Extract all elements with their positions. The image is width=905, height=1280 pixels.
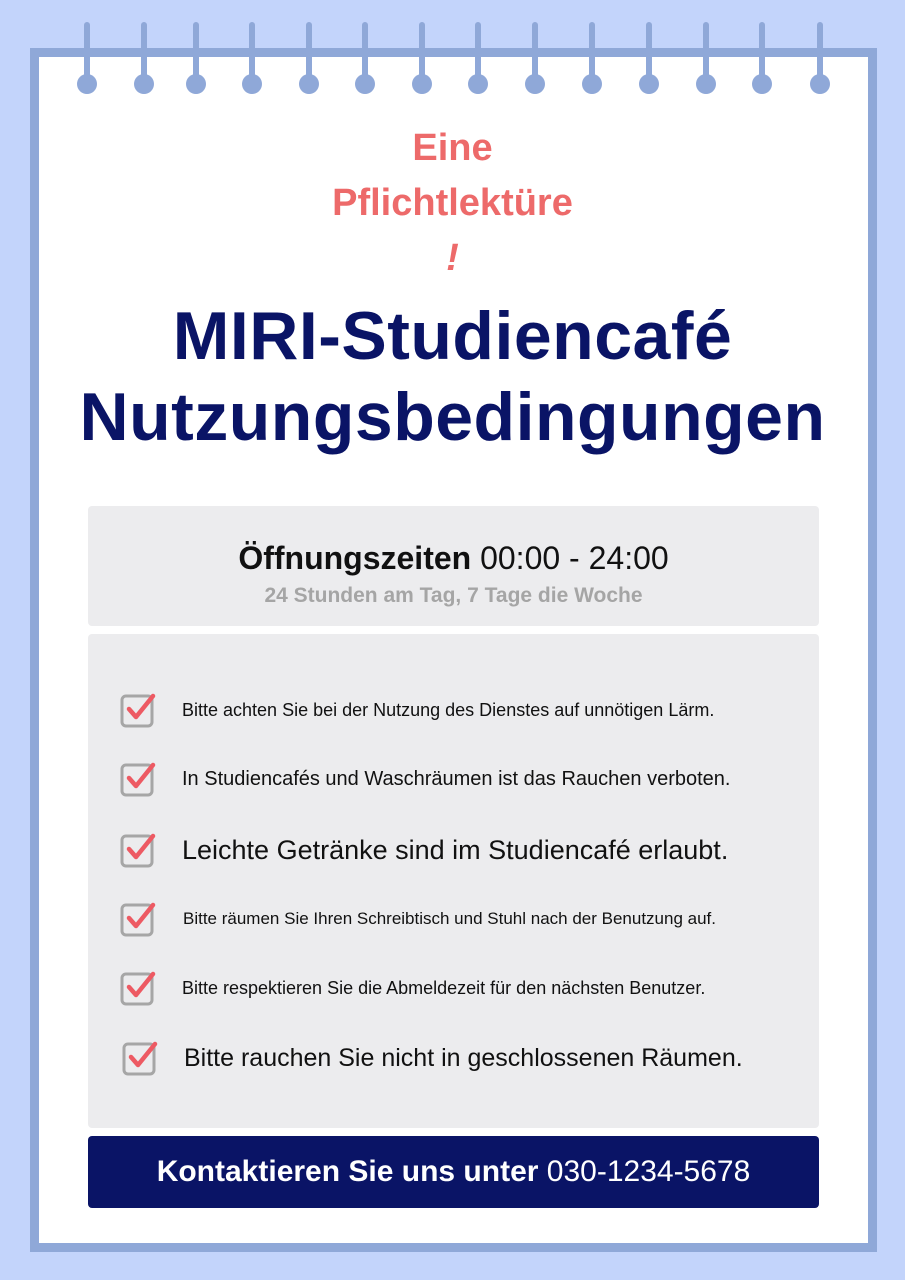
rule-text: Leichte Getränke sind im Studiencafé erlaubt. — [182, 835, 729, 865]
spiral-ring-icon — [77, 22, 97, 96]
spiral-ring-icon — [696, 22, 716, 96]
eyebrow-line-2: Pflichtlektüre — [332, 182, 573, 224]
checkbox-checked-icon — [120, 901, 156, 937]
contact-label: Kontaktieren Sie uns unter — [156, 1155, 539, 1188]
spiral-ring-icon — [242, 22, 262, 96]
rule-text: In Studiencafés und Waschräumen ist das Rauchen verboten. — [182, 768, 731, 790]
spiral-ring-icon — [810, 22, 830, 96]
spiral-binding — [0, 0, 905, 100]
rule-text: Bitte räumen Sie Ihren Schreibtisch und Stuhl nach der Benutzung auf. — [183, 909, 716, 928]
rule-text: Bitte respektieren Sie die Abmeldezeit für den nächsten Benutzer. — [182, 978, 706, 998]
spiral-ring-icon — [639, 22, 659, 96]
exclamation-mark: ! — [446, 237, 459, 279]
checkbox-checked-icon — [120, 761, 156, 797]
rule-text: Bitte rauchen Sie nicht in geschlossenen Räumen. — [184, 1044, 743, 1072]
spiral-ring-icon — [525, 22, 545, 96]
rules-list — [88, 634, 819, 1128]
spiral-ring-icon — [355, 22, 375, 96]
opening-hours-line — [88, 538, 819, 578]
page-title-line-1: MIRI-Studiencafé — [172, 298, 733, 374]
opening-hours-value: 00:00 - 24:00 — [480, 540, 669, 576]
checkbox-checked-icon — [122, 1040, 158, 1076]
list-item — [88, 963, 819, 1013]
spiral-ring-icon — [468, 22, 488, 96]
list-item — [88, 825, 819, 875]
checkbox-checked-icon — [120, 692, 156, 728]
list-item — [88, 1033, 819, 1083]
spiral-ring-icon — [186, 22, 206, 96]
spiral-ring-icon — [582, 22, 602, 96]
spiral-ring-icon — [299, 22, 319, 96]
spiral-ring-icon — [752, 22, 772, 96]
checkbox-checked-icon — [120, 970, 156, 1006]
contact-banner — [88, 1136, 819, 1208]
opening-hours-label: Öffnungszeiten — [238, 540, 472, 576]
checkbox-checked-icon — [120, 832, 156, 868]
spiral-ring-icon — [134, 22, 154, 96]
page-title-line-2: Nutzungsbedingungen — [79, 379, 826, 455]
eyebrow-line-1: Eine — [412, 127, 493, 169]
list-item — [88, 894, 819, 944]
rule-text: Bitte achten Sie bei der Nutzung des Dienstes auf unnötigen Lärm. — [182, 700, 715, 720]
opening-hours-box — [88, 506, 819, 626]
spiral-ring-icon — [412, 22, 432, 96]
list-item — [88, 685, 819, 735]
opening-hours-subtitle: 24 Stunden am Tag, 7 Tage die Woche — [264, 584, 643, 607]
contact-phone[interactable]: 030-1234-5678 — [546, 1155, 751, 1188]
list-item — [88, 754, 819, 804]
